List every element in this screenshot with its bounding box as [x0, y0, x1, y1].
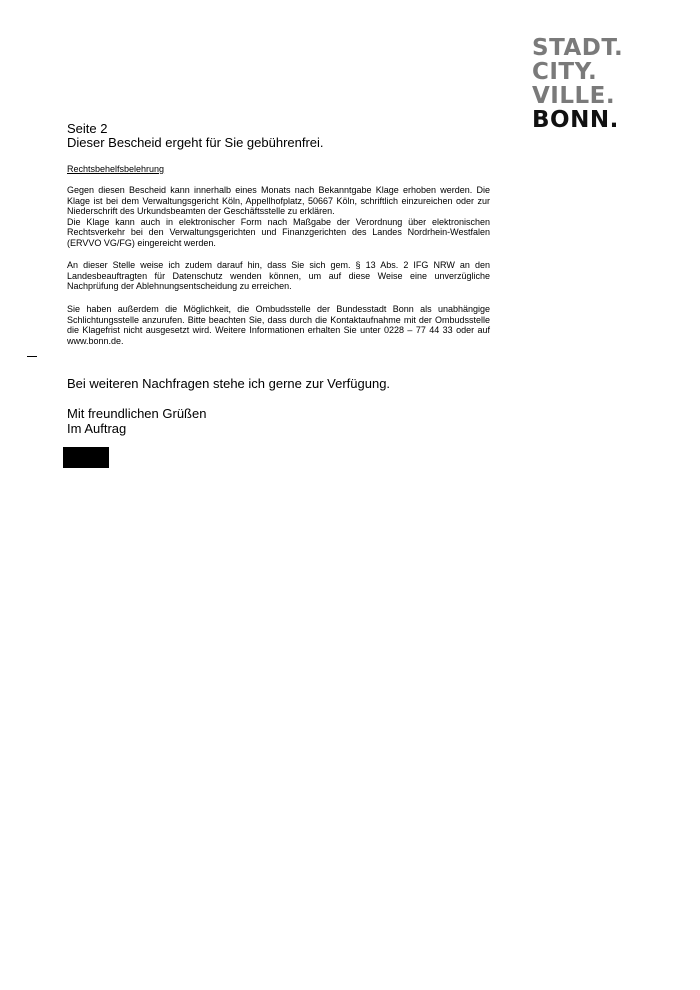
legal-notice-paragraph-1 — [67, 185, 490, 248]
legal-notice-paragraph-2 — [67, 260, 490, 292]
further-questions-line: Bei weiteren Nachfragen stehe ich gerne zur Verfügung. — [67, 376, 391, 391]
redacted-signature — [63, 447, 109, 468]
fold-mark — [27, 356, 37, 357]
logo-line-city: CITY. — [532, 59, 598, 85]
electronic-filing-text: Die Klage kann auch in elektronischer Form nach Maßgabe der Verordnung über elektronischen Rechtsverkehr bei den Verwaltungsgerichten und Finanzgerichten des Landes Nordrhein-Westfalen (ERVVO VG/FG) eingereicht werden. — [67, 216, 490, 248]
on-behalf-line: Im Auftrag — [67, 421, 127, 436]
legal-notice-heading: Rechtsbehelfsbelehrung — [67, 164, 165, 174]
fee-statement: Dieser Bescheid ergeht für Sie gebührenfrei. — [67, 135, 324, 150]
logo-line-ville: VILLE. — [532, 83, 616, 109]
logo-line-bonn: BONN. — [532, 107, 619, 133]
city-logo — [532, 36, 642, 132]
data-protection-text: An dieser Stelle weise ich zudem darauf hin, dass Sie sich gem. § 13 Abs. 2 IFG NRW an den Landesbeauftragten für Datenschutz wenden können, um auf diese Weise eine unverzügliche Nachprüfung der Ablehnungsentscheidung zu erreichen. — [67, 260, 490, 291]
page-number: Seite 2 — [67, 121, 108, 136]
greeting-line: Mit freundlichen Grüßen — [67, 406, 207, 421]
ombudsman-text: Sie haben außerdem die Möglichkeit, die Ombudsstelle der Bundesstadt Bonn als unabhängige Schlichtungsstelle anzurufen. Bitte beachten Sie, dass durch die Kontaktaufnahme mit der Ombudsstelle die Klagefrist nicht ausgesetzt wird. Weitere Informationen erhalten Sie unter 0228 – 77 44 33 oder auf www.bonn.de. — [67, 304, 490, 346]
lawsuit-info-text: Gegen diesen Bescheid kann innerhalb eines Monats nach Bekanntgabe Klage erhoben werden. Die Klage ist bei dem Verwaltungsgericht Köln, Appellhofplatz, 50667 Köln, schriftlich einzureichen oder zur Niederschrift des Urkundsbeamten der Geschäftsstelle zu erklären. — [67, 185, 490, 216]
logo-line-stadt: STADT. — [532, 35, 624, 61]
legal-notice-paragraph-3 — [67, 304, 490, 346]
